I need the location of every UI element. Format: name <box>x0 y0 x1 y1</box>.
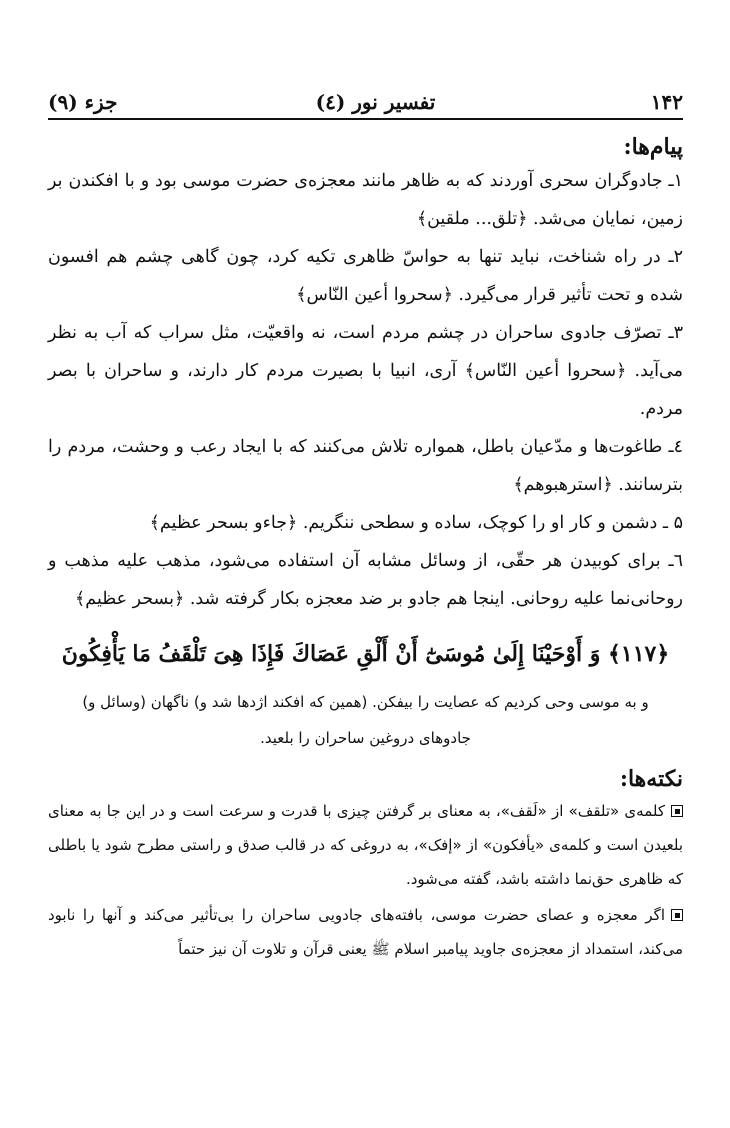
book-title: تفسیر نور (٤) <box>315 90 436 114</box>
quran-verse: ﴿١١٧﴾ وَ أَوْحَيْنَا إِلَىٰ مُوسَىٰٓ أَنْ أَلْقِ عَصَاكَ فَإِذَا هِىَ تَلْقَفُ مَا يَأْفِكُونَ <box>61 641 670 667</box>
square-bullet-icon <box>671 805 683 817</box>
note-text: اگر معجزه و عصای حضرت موسی، بافته‌های جادویی ساحران را بی‌تأثیر می‌کند و آنها را نابود می‌کند، استمداد از معجزه‌ی جاوید پیامبر اسلام ﷺ یعنی قرآن و تلاوت آن نیز حتماً <box>48 906 683 958</box>
message-item: ۲ـ در راه شناخت، نباید تنها به حواسّ ظاهری تکیه کرد، چون گاهی چشم هم افسون شده و تحت تأثیر قرار می‌گیرد. ﴿سحروا أعین النّاس﴾ <box>48 247 683 305</box>
message-item: ٤ـ طاغوت‌ها و مدّعیان باطل، همواره تلاش می‌کنند که با ایجاد رعب و وحشت، مردم را بترسانند. ﴿استرهبوهم﴾ <box>48 437 683 495</box>
note-text: کلمه‌ی «تلقف» از «لَقف»، به معنای بر گرفتن چیزی با قدرت و سرعت است و در این جا به معنای بلعیدن است و کلمه‌ی «یأفکون» از «إفک»، به دروغی که در قالب صدق و راستی مطرح شود یا باطلی که ظاهری حق‌نما داشته باشد، گفته می‌شود. <box>48 802 683 888</box>
square-bullet-icon <box>671 909 683 921</box>
message-item: ۳ـ تصرّف جادوی ساحران در چشم مردم است، نه واقعیّت، مثل سراب که آب به نظر می‌آید. ﴿سحروا أعین النّاس﴾ آری، انبیا با بصیرت مردم کار دارند، و ساحران با بصر مردم. <box>48 323 683 419</box>
messages-heading: پیام‌ها: <box>623 134 683 160</box>
page-number: ۱۴۲ <box>650 90 683 114</box>
message-item: ۱ـ جادوگران سحری آوردند که به ظاهر مانند معجزه‌ی حضرت موسی بود و با افکندن بر زمین، نمایان می‌شد. ﴿تلق... ملقین﴾ <box>48 171 683 229</box>
message-item: ۵ ـ دشمن و کار او را کوچک، ساده و سطحی ننگریم. ﴿جاءو بسحر عظیم﴾ <box>149 513 683 533</box>
book-page <box>48 84 683 966</box>
notes-heading: نکته‌ها: <box>619 766 683 792</box>
note-item <box>48 898 683 966</box>
verse-translation: و به موسی وحی کردیم که عصایت را بیفکن. (همین که افکند اژدها شد و) ناگهان (وسائل و) جادوهای دروغین ساحران را بلعید. <box>82 693 649 747</box>
note-item <box>48 794 683 896</box>
message-item: ٦ـ برای کوبیدن هر حقّی، از وسائل مشابه آن استفاده می‌شود، مذهب علیه مذهب و روحانی‌نما علیه روحانی. اینجا هم جادو بر ضد معجزه بکار گرفته شد. ﴿بسحر عظیم﴾ <box>48 551 683 609</box>
page-header <box>48 84 683 120</box>
part-number: جزء (۹) <box>48 90 118 114</box>
